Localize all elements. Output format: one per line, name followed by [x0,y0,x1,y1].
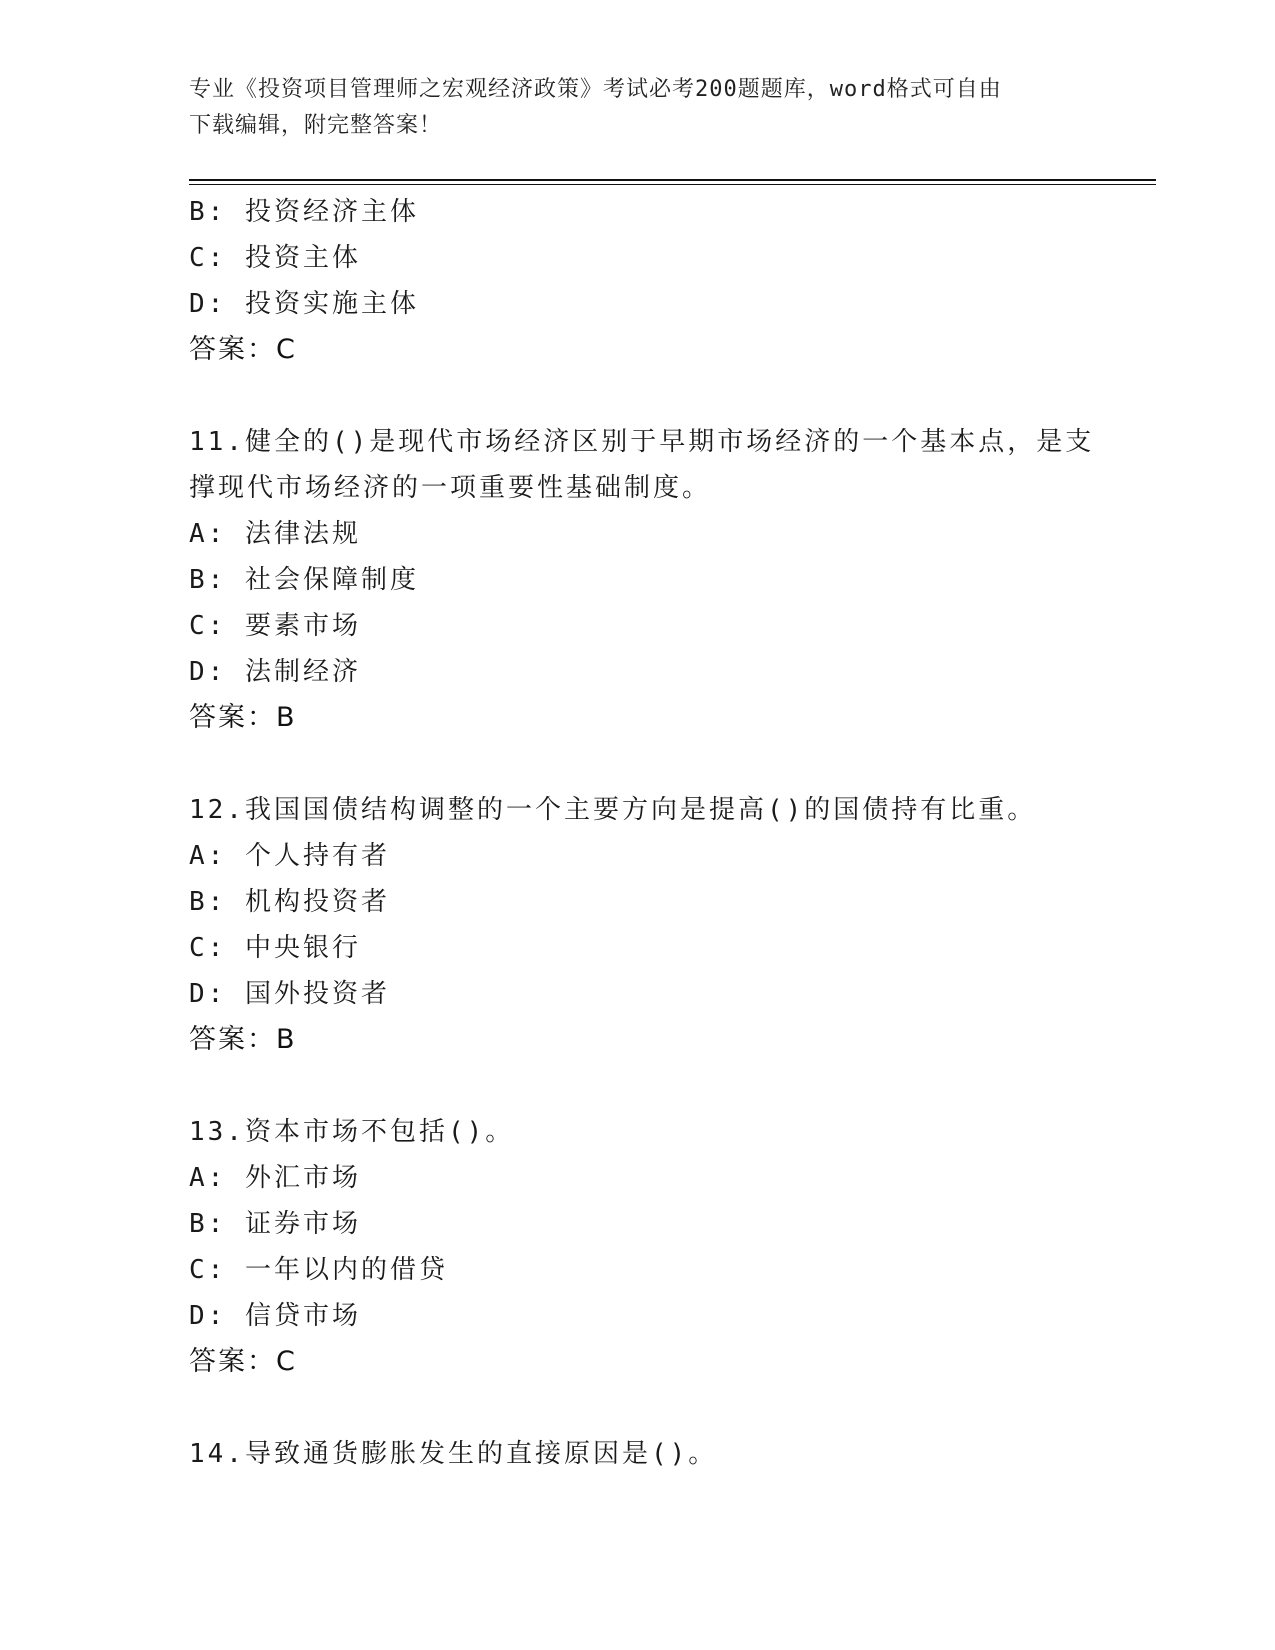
header-line-1: 专业《投资项目管理师之宏观经济政策》考试必考200题题库，word格式可自由 [189,77,1002,102]
option-b: B: 社会保障制度 [189,565,419,595]
option-d: D: 法制经济 [189,657,361,687]
option-a: A: 个人持有者 [189,841,390,871]
spacer [189,1385,1149,1431]
document-header [189,72,1069,144]
answer-line: 答案：B [189,702,297,733]
header-line-2: 下载编辑，附完整答案！ [189,113,443,138]
option-a: A: 法律法规 [189,519,361,549]
question-14 [189,1431,1149,1477]
spacer [189,741,1149,787]
question-list [189,189,1149,1477]
question-12 [189,787,1149,1063]
option-c: C: 一年以内的借贷 [189,1255,448,1285]
question-13 [189,1109,1149,1385]
answer-line: 答案：C [189,334,297,365]
question-stem-line-1: 13.资本市场不包括()。 [189,1117,515,1147]
answer-line: 答案：B [189,1024,297,1055]
option-b: B: 证券市场 [189,1209,361,1239]
spacer [189,1063,1149,1109]
option-b: B: 投资经济主体 [189,197,419,227]
option-c: C: 要素市场 [189,611,361,641]
header-rule-thin [189,184,1156,185]
option-c: C: 中央银行 [189,933,361,963]
header-rule-thick [189,179,1156,181]
question-stem-line-2: 撑现代市场经济的一项重要性基础制度。 [189,473,712,503]
option-d: D: 投资实施主体 [189,289,419,319]
question-10-continued [189,189,1149,373]
option-d: D: 国外投资者 [189,979,390,1009]
question-stem-line-1: 14.导致通货膨胀发生的直接原因是()。 [189,1439,718,1469]
option-b: B: 机构投资者 [189,887,390,917]
question-stem-line-1: 12.我国国债结构调整的一个主要方向是提高()的国债持有比重。 [189,795,1037,825]
answer-line: 答案：C [189,1346,297,1377]
spacer [189,373,1149,419]
question-stem-line-1: 11.健全的()是现代市场经济区别于早期市场经济的一个基本点，是支 [189,427,1095,457]
question-11 [189,419,1149,741]
option-c: C: 投资主体 [189,243,361,273]
option-d: D: 信贷市场 [189,1301,361,1331]
option-a: A: 外汇市场 [189,1163,361,1193]
